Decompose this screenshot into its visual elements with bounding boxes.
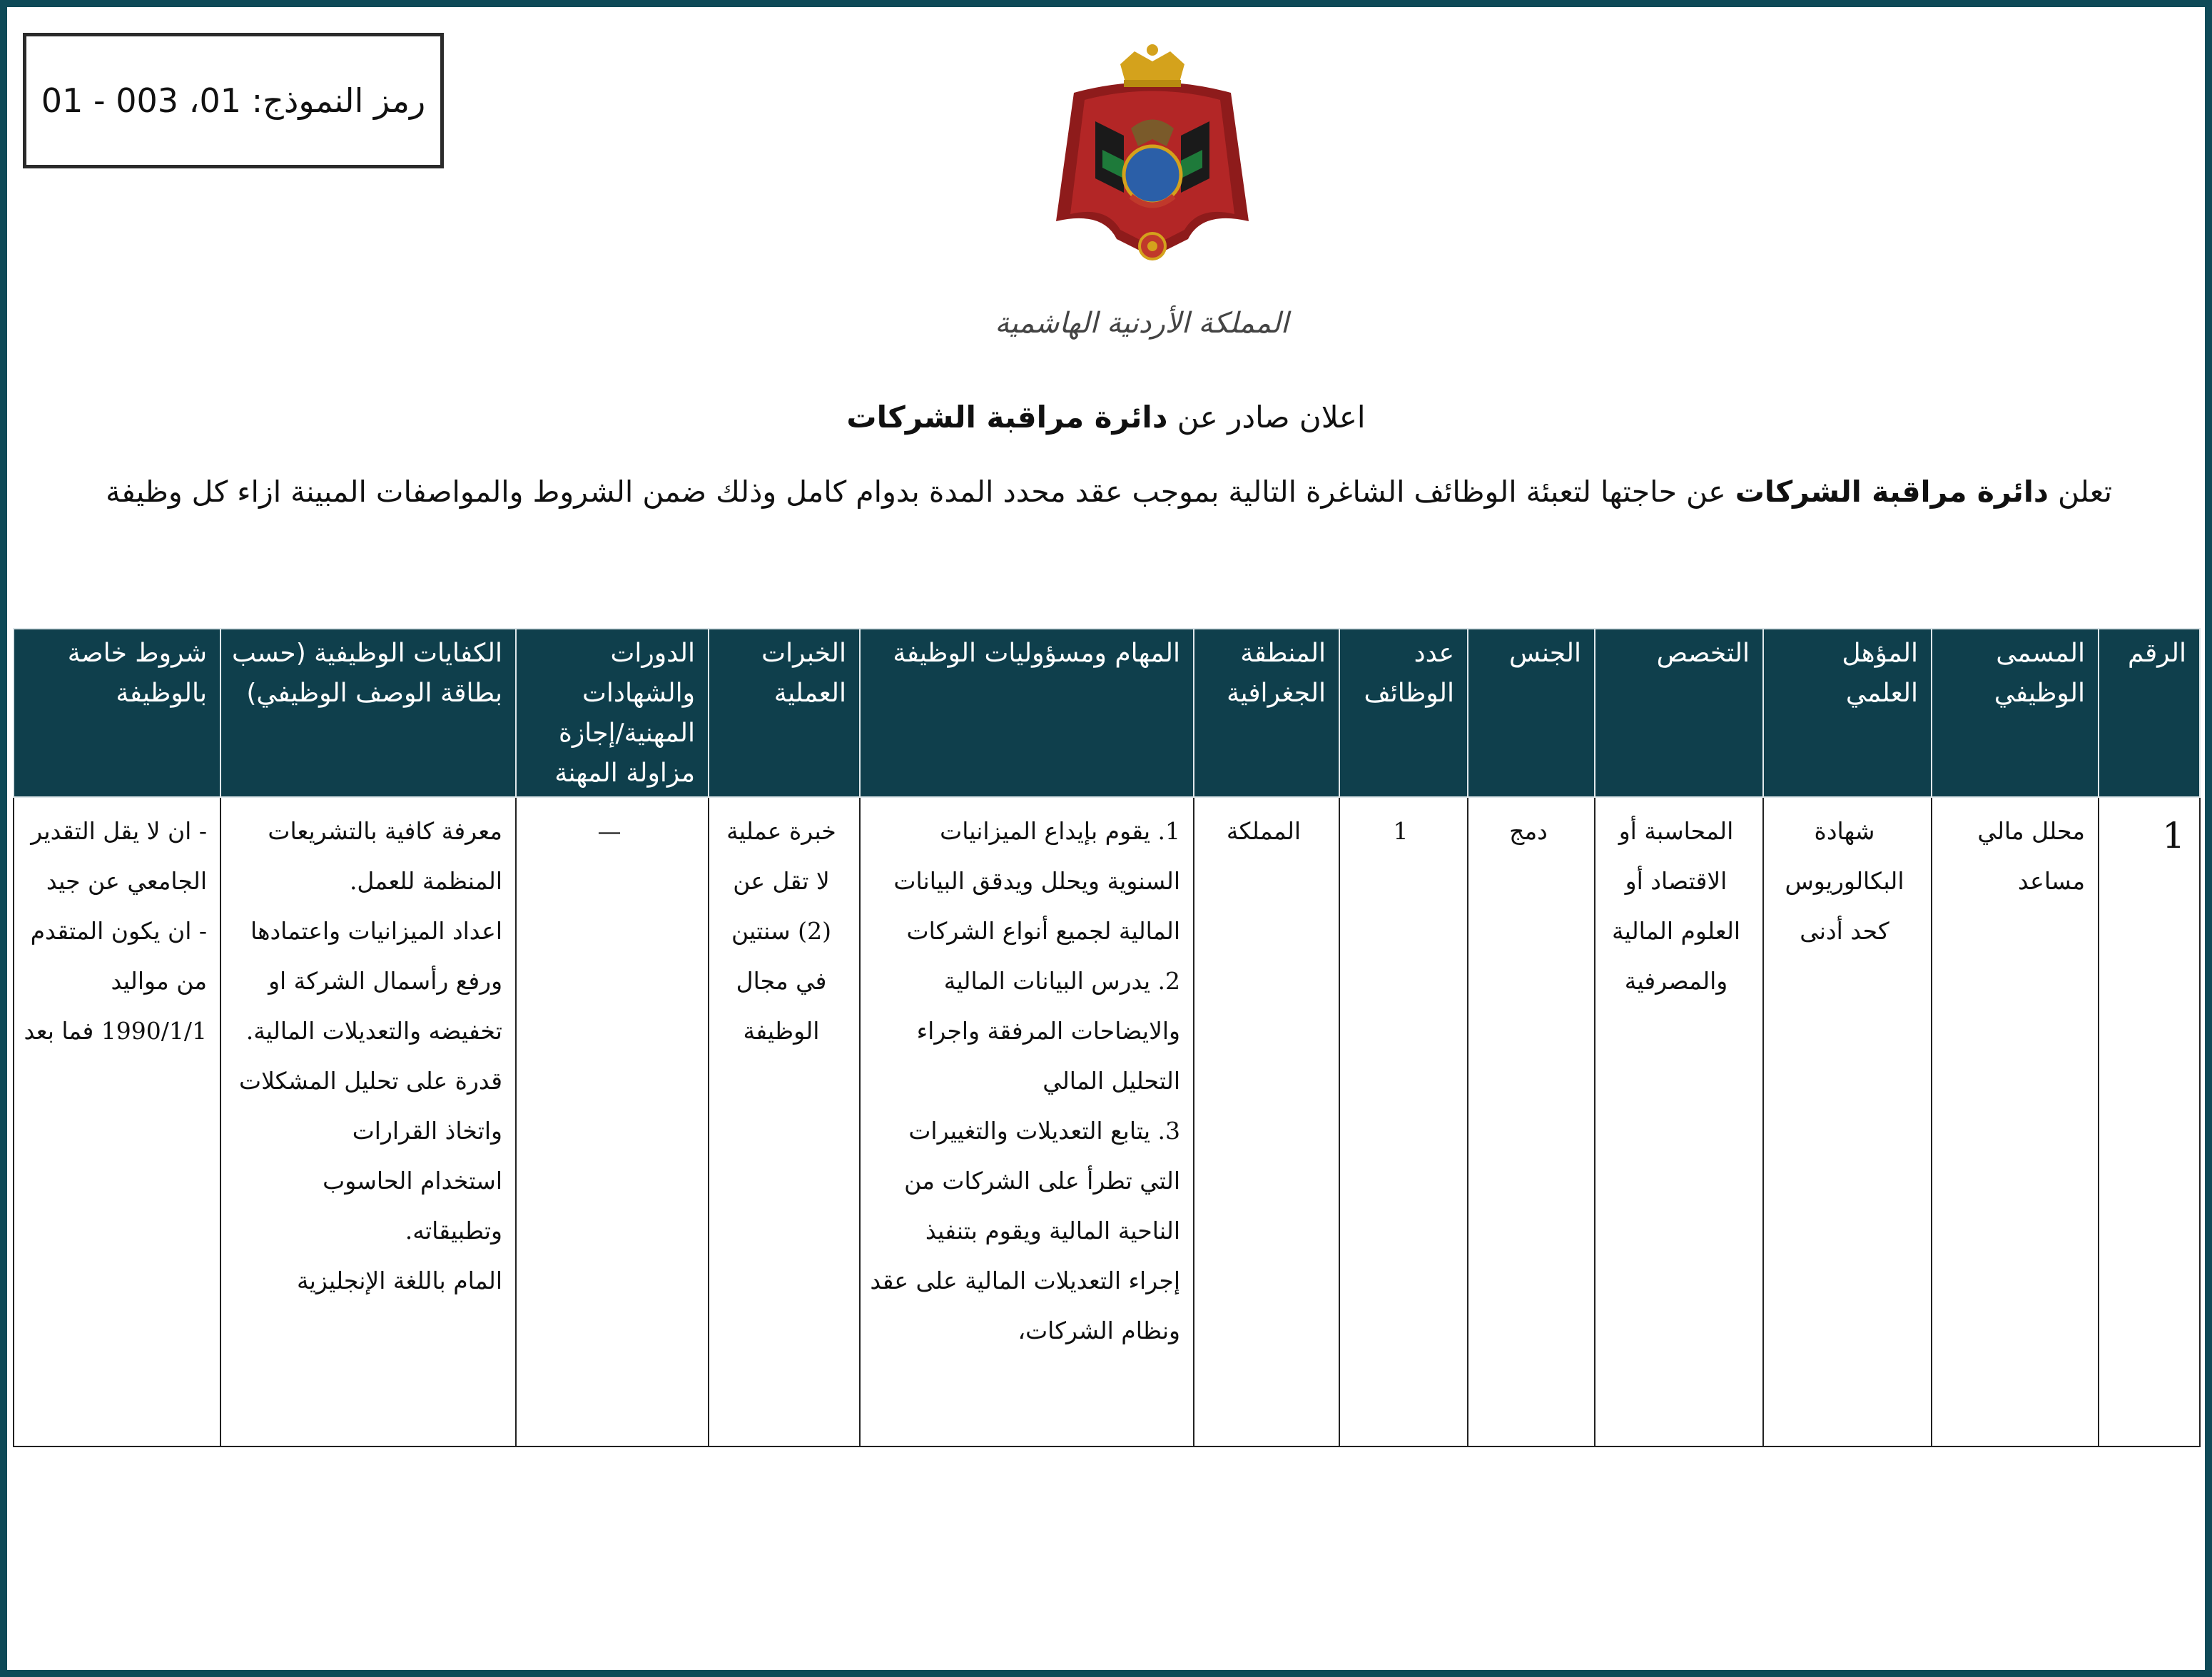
intro-text: عن حاجتها لتعبئة الوظائف الشاغرة التالية بموجب عقد محدد المدة بدوام كامل وذلك ضمن الشروط والمواصفات المبينة ازاء كل وظيفة <box>106 475 1726 509</box>
header-qualification: المؤهل العلمي <box>1763 629 1932 797</box>
header-number: الرقم <box>2099 629 2200 797</box>
table-row <box>14 797 2200 1447</box>
intro-department: دائرة مراقبة الشركات <box>1735 475 2049 509</box>
cell-specialization: المحاسبة أو الاقتصاد أو العلوم المالية والمصرفية <box>1595 797 1763 1447</box>
cell-experience: خبرة عملية لا تقل عن (2) سنتين في مجال الوظيفة <box>709 797 860 1447</box>
cell-competencies: معرفة كافية بالتشريعات المنظمة للعمل. اعداد الميزانيات واعتمادها ورفع رأسمال الشركة او تخفيضه والتعديلات المالية. قدرة على تحليل المشكلات واتخاذ القرارات استخدام الحاسوب وتطبيقاته. المام باللغة الإنجليزية <box>220 797 516 1447</box>
cell-region: المملكة <box>1194 797 1339 1447</box>
announcement-intro <box>43 475 2112 509</box>
vacancies-table <box>13 628 2201 1447</box>
header-courses: الدورات والشهادات المهنية/إجازة مزاولة المهنة <box>516 629 709 797</box>
cell-duties: 1. يقوم بإيداع الميزانيات السنوية ويحلل ويدقق البيانات المالية لجميع أنواع الشركات 2. يدرس البيانات المالية والايضاحات المرفقة واجراء التحليل المالي 3. يتابع التعديلات والتغييرات التي تطرأ على الشركات من الناحية المالية ويقوم بتنفيذ إجراء التعديلات المالية على عقد ونظام الشركات، <box>860 797 1194 1447</box>
cell-job-title: محلل مالي مساعد <box>1932 797 2099 1447</box>
header-experience: الخبرات العملية <box>709 629 860 797</box>
cell-job-count: 1 <box>1339 797 1468 1447</box>
header-duties: المهام ومسؤوليات الوظيفة <box>860 629 1194 797</box>
cell-qualification: شهادة البكالوريوس كحد أدنى <box>1763 797 1932 1447</box>
header-gender: الجنس <box>1468 629 1595 797</box>
header-specialization: التخصص <box>1595 629 1763 797</box>
intro-prefix: تعلن <box>2058 475 2112 509</box>
cell-gender: دمج <box>1468 797 1595 1447</box>
header-special-conditions: شروط خاصة بالوظيفة <box>14 629 220 797</box>
header-job-title: المسمى الوظيفي <box>1932 629 2099 797</box>
form-code-text: رمز النموذج: 01، 003 - 01 <box>41 81 426 120</box>
kingdom-name: المملكة الأردنية الهاشمية <box>995 307 1289 340</box>
cell-special-conditions: - ان لا يقل التقدير الجامعي عن جيد - ان يكون المتقدم من مواليد 1990/1/1 فما بعد <box>14 797 220 1447</box>
table-header-row <box>14 629 2200 797</box>
header-competencies: الكفايات الوظيفية (حسب بطاقة الوصف الوظيفي) <box>220 629 516 797</box>
header-job-count: عدد الوظائف <box>1339 629 1468 797</box>
announcement-headline <box>0 400 2212 435</box>
header-region: المنطقة الجغرافية <box>1194 629 1339 797</box>
form-code-box <box>23 33 444 168</box>
headline-department: دائرة مراقبة الشركات <box>846 400 1168 435</box>
cell-number: 1 <box>2099 797 2200 1447</box>
royal-emblem-icon <box>1045 43 1259 285</box>
cell-courses: — <box>516 797 709 1447</box>
headline-prefix: اعلان صادر عن <box>1177 400 1366 435</box>
